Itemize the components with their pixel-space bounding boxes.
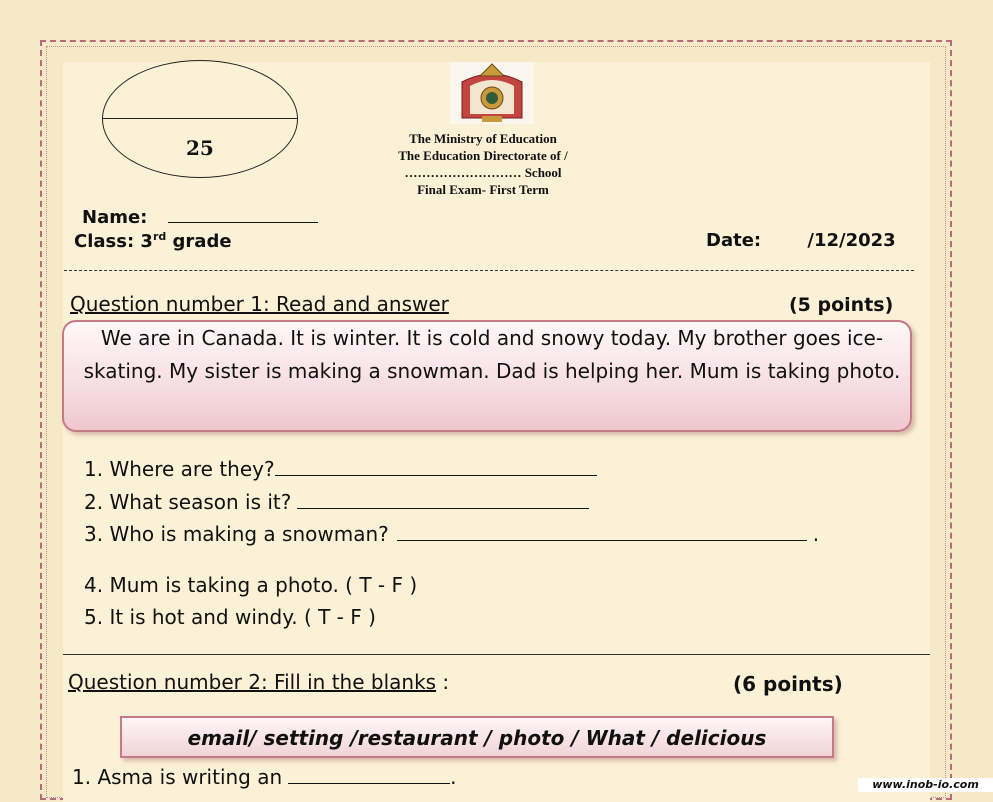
question1-item-3	[84, 520, 819, 546]
question2-item-1	[72, 763, 457, 789]
item-2-text: 2. What season is it?	[84, 490, 292, 514]
question2-title: Question number 2: Fill in the blanks	[68, 670, 437, 694]
score-oval	[102, 60, 298, 178]
score-total: 25	[186, 136, 214, 160]
question2-title-suffix: :	[436, 670, 450, 694]
watermark: www.inob-io.com	[858, 778, 993, 792]
date-label: Date:	[706, 230, 762, 251]
header-line-1: The Ministry of Education	[409, 131, 557, 146]
header-line-4: Final Exam- First Term	[417, 182, 549, 197]
question1-title: Question number 1: Read and answer	[70, 292, 449, 316]
date-row	[706, 230, 896, 251]
ministry-header	[378, 130, 588, 198]
word-bank: email/ setting /restaurant / photo / What / delicious	[120, 716, 834, 758]
question1-item-5[interactable]: 5. It is hot and windy. ( T - F )	[84, 605, 376, 629]
item-1-text: 1. Where are they?	[84, 457, 275, 481]
class-row	[74, 230, 232, 252]
class-label: Class: 3	[74, 231, 153, 252]
item-3-end: .	[812, 522, 820, 546]
name-label: Name:	[82, 207, 148, 228]
header-separator	[64, 270, 914, 271]
date-value: /12/2023	[807, 230, 896, 251]
answer-blank-2[interactable]	[297, 488, 589, 509]
section-separator	[63, 654, 930, 655]
name-blank[interactable]	[168, 202, 318, 223]
question1-points: (5 points)	[789, 294, 894, 316]
header-line-2: The Education Directorate of /	[398, 148, 568, 163]
item-3-text: 3. Who is making a snowman?	[84, 522, 389, 546]
question1-item-1	[84, 455, 597, 481]
answer-blank-1[interactable]	[275, 455, 597, 476]
answer-blank-3[interactable]	[397, 520, 807, 541]
header-line-3: ……………………… School	[404, 165, 562, 180]
class-ordinal: rd	[152, 230, 167, 243]
reading-passage: We are in Canada. It is winter. It is cold and snowy today. My brother goes ice-skating. My sister is making a snowman. Dad is helping her. Mum is taking photo.	[83, 326, 901, 383]
q2-item-1-text: 1. Asma is writing an	[72, 765, 283, 789]
question2-title-row	[68, 670, 449, 694]
question1-item-2	[84, 488, 589, 514]
class-suffix: grade	[166, 231, 232, 252]
question2-points: (6 points)	[733, 672, 843, 696]
q2-answer-blank-1[interactable]	[288, 763, 450, 784]
q2-item-1-end: .	[450, 765, 457, 789]
score-divider	[103, 118, 297, 119]
name-row	[82, 202, 318, 228]
coat-of-arms-icon	[450, 62, 534, 124]
question1-item-4[interactable]: 4. Mum is taking a photo. ( T - F )	[84, 573, 418, 597]
